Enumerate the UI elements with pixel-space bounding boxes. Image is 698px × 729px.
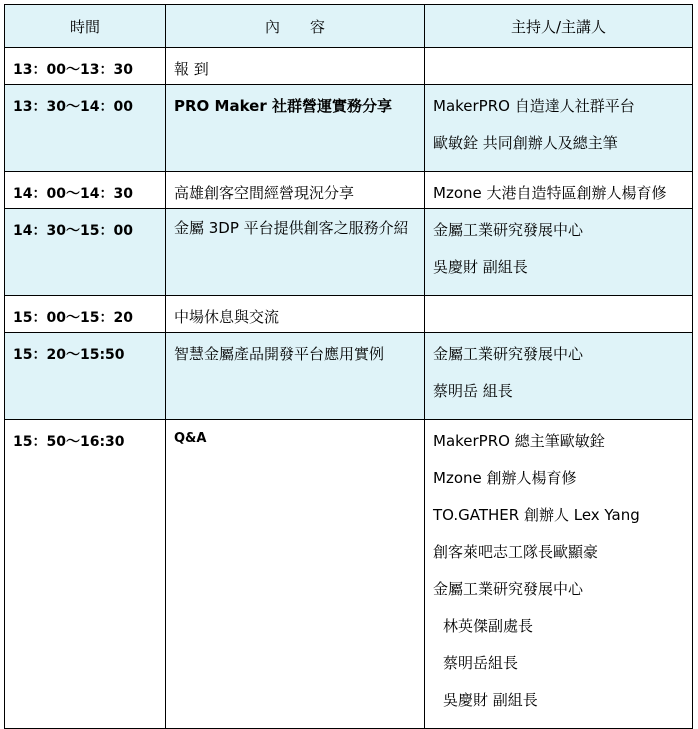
time-cell: 15：20～15:50 xyxy=(5,333,166,420)
time-cell: 13：30～14：00 xyxy=(5,85,166,172)
host-cell xyxy=(425,209,693,296)
host-line: 創客萊吧志工隊長歐顯豪 xyxy=(433,543,599,561)
header-host: 主持人/主講人 xyxy=(425,5,693,48)
content-cell: 高雄創客空間經營現況分享 xyxy=(166,172,425,209)
content-rest: 社群營運實務分享 xyxy=(266,97,392,115)
host-line: 吳慶財 副組長 xyxy=(433,258,528,276)
table-row xyxy=(5,420,693,729)
host-cell xyxy=(425,85,693,172)
table-row xyxy=(5,172,693,209)
table-row xyxy=(5,48,693,85)
host-line: 金屬工業研究發展中心 xyxy=(433,580,584,598)
content-cell: 智慧金屬產品開發平台應用實例 xyxy=(166,333,425,420)
host-line: 蔡明岳 組長 xyxy=(433,382,513,400)
host-line: 金屬工業研究發展中心 xyxy=(433,221,584,239)
host-line: 林英傑副處長 xyxy=(443,617,534,635)
content-cell xyxy=(166,85,425,172)
host-cell xyxy=(425,296,693,333)
time-cell: 14：30～15：00 xyxy=(5,209,166,296)
content-cell: Q&A xyxy=(166,420,425,729)
table-row xyxy=(5,296,693,333)
host-line: MakerPRO 總主筆歐敏銓 xyxy=(433,432,605,450)
header-content xyxy=(166,5,425,48)
host-line: TO.GATHER 創辦人 Lex Yang xyxy=(433,506,640,524)
header-time: 時間 xyxy=(5,5,166,48)
host-cell xyxy=(425,333,693,420)
header-content-a: 內 xyxy=(264,17,280,36)
agenda-table xyxy=(4,4,693,729)
header-row xyxy=(5,5,693,48)
content-cell: 中場休息與交流 xyxy=(166,296,425,333)
time-cell: 13：00～13：30 xyxy=(5,48,166,85)
header-content-b: 容 xyxy=(310,17,326,36)
host-line: 歐敏銓 共同創辦人及總主筆 xyxy=(433,134,618,152)
time-cell: 15：50～16:30 xyxy=(5,420,166,729)
host-line: 蔡明岳組長 xyxy=(443,654,519,672)
table-row xyxy=(5,209,693,296)
time-cell: 14：00～14：30 xyxy=(5,172,166,209)
host-line: MakerPRO 自造達人社群平台 xyxy=(433,97,635,115)
content-cell: 金屬 3DP 平台提供創客之服務介紹 xyxy=(166,209,425,296)
host-cell: Mzone 大港自造特區創辦人楊育修 xyxy=(425,172,693,209)
host-line: 金屬工業研究發展中心 xyxy=(433,345,584,363)
host-line: Mzone 創辦人楊育修 xyxy=(433,469,577,487)
table-row xyxy=(5,333,693,420)
table-row xyxy=(5,85,693,172)
time-cell: 15：00～15：20 xyxy=(5,296,166,333)
host-cell xyxy=(425,420,693,729)
host-cell xyxy=(425,48,693,85)
host-line: 吳慶財 副組長 xyxy=(443,691,538,709)
content-cell: 報 到 xyxy=(166,48,425,85)
content-bold: PRO Maker xyxy=(174,97,267,115)
